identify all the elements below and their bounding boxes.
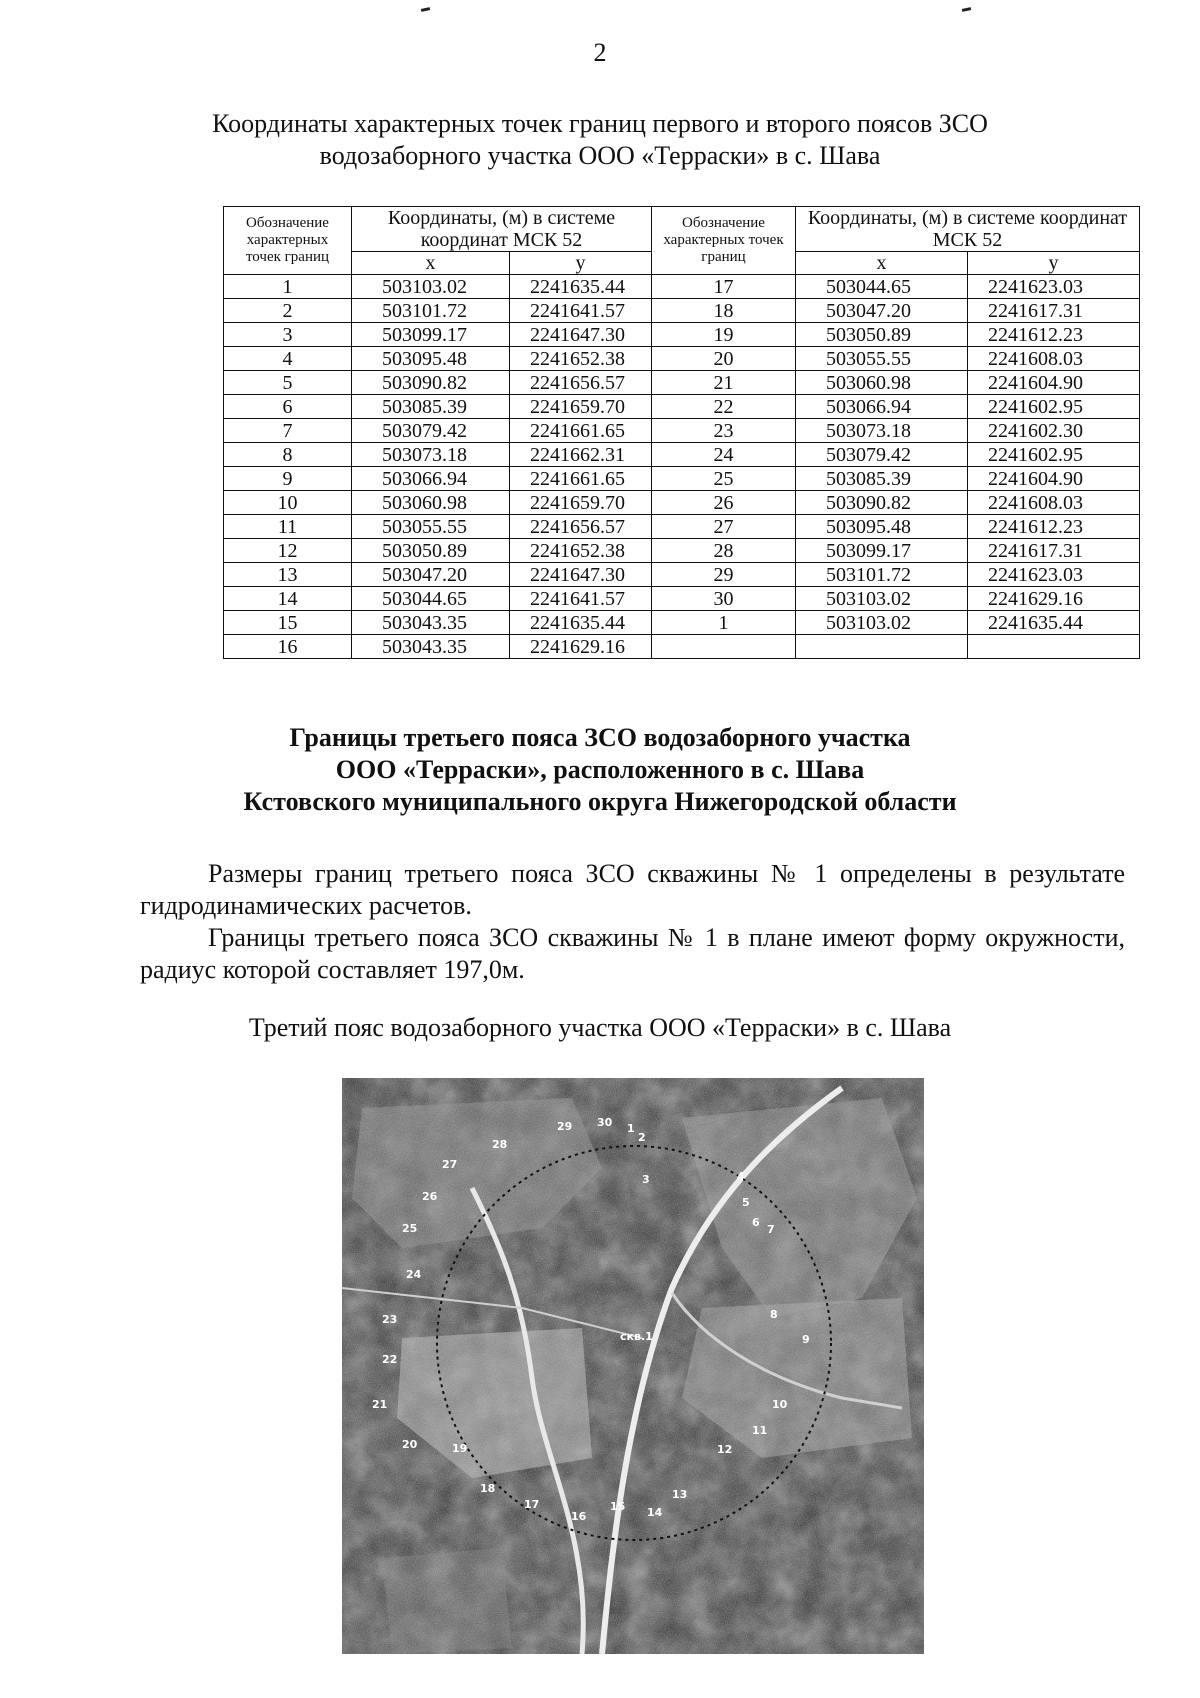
point-id-left: 6 xyxy=(224,395,352,419)
x-coordinate-left: 503050.89 xyxy=(352,539,510,563)
point-id-right: 17 xyxy=(652,275,796,299)
x-coordinate-right: 503060.98 xyxy=(796,371,968,395)
section-heading-line-2: ООО «Терраски», расположенного в с. Шава xyxy=(335,755,865,784)
map-point-label: 20 xyxy=(402,1438,418,1451)
y-coordinate-left: 2241659.70 xyxy=(510,491,652,515)
map-point-label: 29 xyxy=(557,1120,573,1133)
y-coordinate-right: 2241629.16 xyxy=(968,587,1140,611)
y-coordinate-right: 2241604.90 xyxy=(968,371,1140,395)
y-coordinate-left: 2241661.65 xyxy=(510,467,652,491)
y-coordinate-right: 2241608.03 xyxy=(968,491,1140,515)
x-coordinate-left: 503095.48 xyxy=(352,347,510,371)
map-point-label: 19 xyxy=(452,1442,468,1455)
point-id-right: 19 xyxy=(652,323,796,347)
table-row xyxy=(224,299,1140,323)
x-coordinate-left: 503090.82 xyxy=(352,371,510,395)
map-point-label: 9 xyxy=(802,1333,810,1346)
map-point-label: 5 xyxy=(742,1196,750,1209)
point-id-right: 29 xyxy=(652,563,796,587)
point-header-left: Обозначение характерных точек границ xyxy=(224,207,352,275)
map-point-label: 30 xyxy=(597,1116,613,1129)
y-coordinate-right: 2241617.31 xyxy=(968,539,1140,563)
x-coordinate-left: 503103.02 xyxy=(352,275,510,299)
point-id-left: 8 xyxy=(224,443,352,467)
table-row xyxy=(224,587,1140,611)
point-id-right: 25 xyxy=(652,467,796,491)
point-id-left: 7 xyxy=(224,419,352,443)
paragraph-radius: Границы третьего пояса ЗСО скважины № 1 в плане имеют форму окружности, радиус которой составляет 197,0м. xyxy=(140,923,1125,984)
y-coordinate-left: 2241659.70 xyxy=(510,395,652,419)
map-point-label: 27 xyxy=(442,1158,458,1171)
x-coordinate-left: 503043.35 xyxy=(352,635,510,659)
point-id-left: 11 xyxy=(224,515,352,539)
y-header-left: y xyxy=(510,252,652,275)
x-coordinate-right: 503047.20 xyxy=(796,299,968,323)
map-caption: Третий пояс водозаборного участка ООО «Терраски» в с. Шава xyxy=(248,1013,952,1042)
x-coordinate-left: 503047.20 xyxy=(352,563,510,587)
table-caption xyxy=(140,108,1060,172)
map-point-label: 16 xyxy=(571,1510,587,1523)
page-number: 2 xyxy=(593,38,607,67)
x-coordinate-right: 503050.89 xyxy=(796,323,968,347)
point-id-right: 26 xyxy=(652,491,796,515)
y-coordinate-left: 2241647.30 xyxy=(510,323,652,347)
y-coordinate-left: 2241662.31 xyxy=(510,443,652,467)
coord-header-left: Координаты, (м) в системе координат МСК 52 xyxy=(352,207,652,252)
y-coordinate-left: 2241641.57 xyxy=(510,587,652,611)
x-coordinate-left: 503073.18 xyxy=(352,443,510,467)
y-coordinate-left: 2241661.65 xyxy=(510,419,652,443)
map-point-label: 17 xyxy=(524,1498,540,1511)
table-row xyxy=(224,563,1140,587)
section-heading xyxy=(0,722,1200,818)
point-id-left: 10 xyxy=(224,491,352,515)
table-row xyxy=(224,323,1140,347)
y-coordinate-left: 2241629.16 xyxy=(510,635,652,659)
table-row xyxy=(224,443,1140,467)
x-coordinate-left: 503044.65 xyxy=(352,587,510,611)
table-row xyxy=(224,371,1140,395)
map-point-label: 22 xyxy=(382,1353,398,1366)
table-row xyxy=(224,635,1140,659)
point-id-right: 22 xyxy=(652,395,796,419)
point-id-left: 2 xyxy=(224,299,352,323)
well-label: скв.1 xyxy=(620,1330,653,1343)
y-coordinate-right: 2241612.23 xyxy=(968,515,1140,539)
map-point-label: 4 xyxy=(737,1170,745,1183)
map-point-label: 2 xyxy=(638,1131,646,1144)
coord-header-right: Координаты, (м) в системе координат МСК 52 xyxy=(796,207,1140,252)
point-id-left: 15 xyxy=(224,611,352,635)
map-point-label: 11 xyxy=(752,1424,768,1437)
x-coordinate-right: 503090.82 xyxy=(796,491,968,515)
point-id-right: 23 xyxy=(652,419,796,443)
map-point-label: 3 xyxy=(642,1173,650,1186)
map-point-label: 7 xyxy=(767,1223,775,1236)
x-coordinate-left: 503079.42 xyxy=(352,419,510,443)
y-coordinate-right: 2241623.03 xyxy=(968,563,1140,587)
map-point-label: 21 xyxy=(372,1398,388,1411)
y-coordinate-left: 2241647.30 xyxy=(510,563,652,587)
satellite-map xyxy=(342,1078,924,1654)
point-id-right: 1 xyxy=(652,611,796,635)
point-id-left: 16 xyxy=(224,635,352,659)
y-header-right: y xyxy=(968,252,1140,275)
map-point-label: 23 xyxy=(382,1313,398,1326)
x-header-left: x xyxy=(352,252,510,275)
x-coordinate-right: 503099.17 xyxy=(796,539,968,563)
x-coordinate-right: 503103.02 xyxy=(796,611,968,635)
table-caption-line-2: водозаборного участка ООО «Терраски» в с. Шава xyxy=(319,141,881,170)
x-coordinate-left: 503055.55 xyxy=(352,515,510,539)
y-coordinate-right: 2241608.03 xyxy=(968,347,1140,371)
y-coordinate-right xyxy=(968,635,1140,659)
x-coordinate-right: 503079.42 xyxy=(796,443,968,467)
point-id-right: 27 xyxy=(652,515,796,539)
x-coordinate-right: 503044.65 xyxy=(796,275,968,299)
point-id-left: 12 xyxy=(224,539,352,563)
y-coordinate-right: 2241602.30 xyxy=(968,419,1140,443)
x-coordinate-left: 503043.35 xyxy=(352,611,510,635)
point-id-left: 3 xyxy=(224,323,352,347)
table-caption-line-1: Координаты характерных точек границ первого и второго поясов ЗСО xyxy=(212,109,988,138)
point-id-left: 9 xyxy=(224,467,352,491)
x-coordinate-right: 503085.39 xyxy=(796,467,968,491)
y-coordinate-right: 2241612.23 xyxy=(968,323,1140,347)
map-point-label: 28 xyxy=(492,1138,508,1151)
y-coordinate-left: 2241641.57 xyxy=(510,299,652,323)
map-point-label: 24 xyxy=(406,1268,422,1281)
x-coordinate-left: 503066.94 xyxy=(352,467,510,491)
point-id-left: 14 xyxy=(224,587,352,611)
point-id-right: 21 xyxy=(652,371,796,395)
table-row xyxy=(224,395,1140,419)
y-coordinate-right: 2241604.90 xyxy=(968,467,1140,491)
table-row xyxy=(224,515,1140,539)
coordinates-table xyxy=(223,206,1140,659)
table-row xyxy=(224,419,1140,443)
point-header-right: Обозначение характерных точек границ xyxy=(652,207,796,275)
y-coordinate-right: 2241617.31 xyxy=(968,299,1140,323)
table-row xyxy=(224,275,1140,299)
map-point-label: 10 xyxy=(772,1398,788,1411)
map-point-label: 8 xyxy=(770,1308,778,1321)
table-row xyxy=(224,611,1140,635)
y-coordinate-left: 2241652.38 xyxy=(510,539,652,563)
x-coordinate-right: 503101.72 xyxy=(796,563,968,587)
x-coordinate-right: 503095.48 xyxy=(796,515,968,539)
y-coordinate-right: 2241635.44 xyxy=(968,611,1140,635)
point-id-left: 4 xyxy=(224,347,352,371)
y-coordinate-right: 2241623.03 xyxy=(968,275,1140,299)
point-id-right: 30 xyxy=(652,587,796,611)
x-coordinate-left: 503101.72 xyxy=(352,299,510,323)
x-header-right: x xyxy=(796,252,968,275)
point-id-right: 28 xyxy=(652,539,796,563)
map-point-label: 14 xyxy=(647,1506,663,1519)
y-coordinate-left: 2241656.57 xyxy=(510,515,652,539)
scan-mark-right xyxy=(962,7,971,12)
point-id-right: 24 xyxy=(652,443,796,467)
x-coordinate-right: 503103.02 xyxy=(796,587,968,611)
x-coordinate-right: 503066.94 xyxy=(796,395,968,419)
table-row xyxy=(224,347,1140,371)
satellite-map-image xyxy=(342,1078,924,1654)
map-point-label: 15 xyxy=(610,1500,626,1513)
map-point-label: 6 xyxy=(752,1216,760,1229)
y-coordinate-right: 2241602.95 xyxy=(968,443,1140,467)
coordinates-table-body xyxy=(224,275,1140,659)
section-heading-line-3: Кстовского муниципального округа Нижегородской области xyxy=(243,787,957,816)
x-coordinate-left: 503085.39 xyxy=(352,395,510,419)
section-heading-line-1: Границы третьего пояса ЗСО водозаборного участка xyxy=(289,723,911,752)
x-coordinate-right: 503073.18 xyxy=(796,419,968,443)
table-row xyxy=(224,491,1140,515)
point-id-right xyxy=(652,635,796,659)
x-coordinate-right xyxy=(796,635,968,659)
point-id-right: 20 xyxy=(652,347,796,371)
map-point-label: 25 xyxy=(402,1222,418,1235)
table-row xyxy=(224,539,1140,563)
point-id-left: 5 xyxy=(224,371,352,395)
map-point-label: 26 xyxy=(422,1190,438,1203)
table-row xyxy=(224,467,1140,491)
point-id-left: 1 xyxy=(224,275,352,299)
x-coordinate-left: 503099.17 xyxy=(352,323,510,347)
map-point-label: 18 xyxy=(480,1482,496,1495)
map-point-label: 13 xyxy=(672,1488,688,1501)
point-id-right: 18 xyxy=(652,299,796,323)
x-coordinate-left: 503060.98 xyxy=(352,491,510,515)
y-coordinate-right: 2241602.95 xyxy=(968,395,1140,419)
y-coordinate-left: 2241656.57 xyxy=(510,371,652,395)
map-point-label: 12 xyxy=(717,1443,733,1456)
paragraph-dimensions: Размеры границ третьего пояса ЗСО скважины № 1 определены в результате гидродинамических расчетов. xyxy=(140,859,1125,920)
scan-mark-left xyxy=(421,7,430,12)
y-coordinate-left: 2241635.44 xyxy=(510,611,652,635)
point-id-left: 13 xyxy=(224,563,352,587)
y-coordinate-left: 2241635.44 xyxy=(510,275,652,299)
x-coordinate-right: 503055.55 xyxy=(796,347,968,371)
map-point-label: 1 xyxy=(627,1122,635,1135)
y-coordinate-left: 2241652.38 xyxy=(510,347,652,371)
